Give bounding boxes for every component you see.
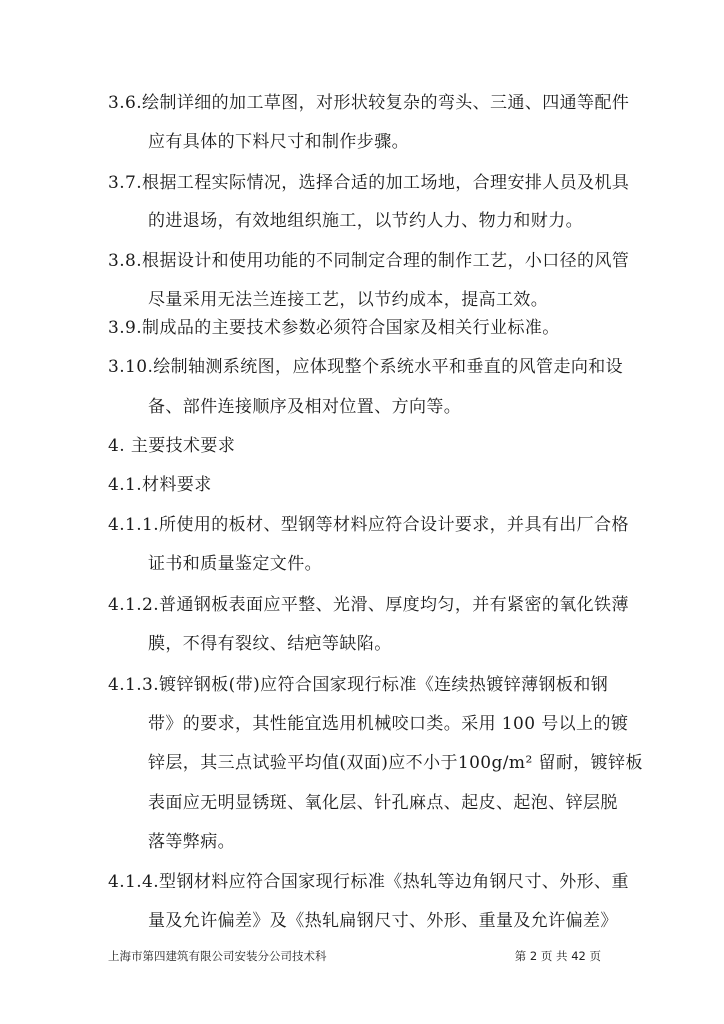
- text-line: 4.1.材料要求: [108, 475, 212, 495]
- text-line: 4.1.2.普通钢板表面应平整、光滑、厚度均匀，并有紧密的氧化铁薄: [108, 595, 629, 615]
- text-line: 尽量采用无法兰连接工艺，以节约成本，提高工效。: [148, 290, 549, 310]
- text-line: 备、部件连接顺序及相对位置、方向等。: [148, 397, 462, 417]
- text-line: 3.6.绘制详细的加工草图，对形状较复杂的弯头、三通、四通等配件: [108, 93, 630, 113]
- text-line: 4.1.3.镀锌钢板(带)应符合国家现行标准《连续热镀锌薄钢板和钢: [108, 675, 609, 695]
- text-line: 锌层，其三点试验平均值(双面)应不小于100g/m² 留耐，镀锌板: [148, 753, 643, 773]
- text-line: 应有具体的下料尺寸和制作步骤。: [148, 132, 409, 152]
- text-line: 4.1.1.所使用的板材、型钢等材料应符合设计要求，并具有出厂合格: [108, 515, 629, 535]
- text-line: 膜，不得有裂纹、结疤等缺陷。: [148, 634, 392, 654]
- footer-page-number: 第 2 页 共 42 页: [514, 949, 601, 963]
- text-line: 4. 主要技术要求: [108, 436, 236, 456]
- text-line: 4.1.4.型钢材料应符合国家现行标准《热轧等边角钢尺寸、外形、重: [108, 872, 629, 892]
- text-line: 表面应无明显锈斑、氧化层、针孔麻点、起皮、起泡、锌层脱: [148, 793, 618, 813]
- page-footer: [108, 948, 613, 964]
- text-line: 3.7.根据工程实际情况，选择合适的加工场地，合理安排人员及机具: [108, 173, 630, 193]
- text-line: 3.9.制成品的主要技术参数必须符合国家及相关行业标准。: [108, 318, 560, 338]
- text-line: 量及允许偏差》及《热轧扁钢尺寸、外形、重量及允许偏差》: [148, 911, 618, 931]
- text-line: 3.8.根据设计和使用功能的不同制定合理的制作工艺，小口径的风管: [108, 251, 630, 271]
- text-line: 证书和质量鉴定文件。: [148, 554, 322, 574]
- text-line: 落等弊病。: [148, 832, 235, 852]
- text-line: 的进退场，有效地组织施工，以节约人力、物力和财力。: [148, 211, 583, 231]
- footer-company: 上海市第四建筑有限公司安装分公司技术科: [108, 949, 327, 963]
- text-line: 带》的要求，其性能宜选用机械咬口类。采用 100 号以上的镀: [148, 714, 629, 734]
- text-line: 3.10.绘制轴测系统图，应体现整个系统水平和垂直的风管走向和设: [108, 357, 624, 377]
